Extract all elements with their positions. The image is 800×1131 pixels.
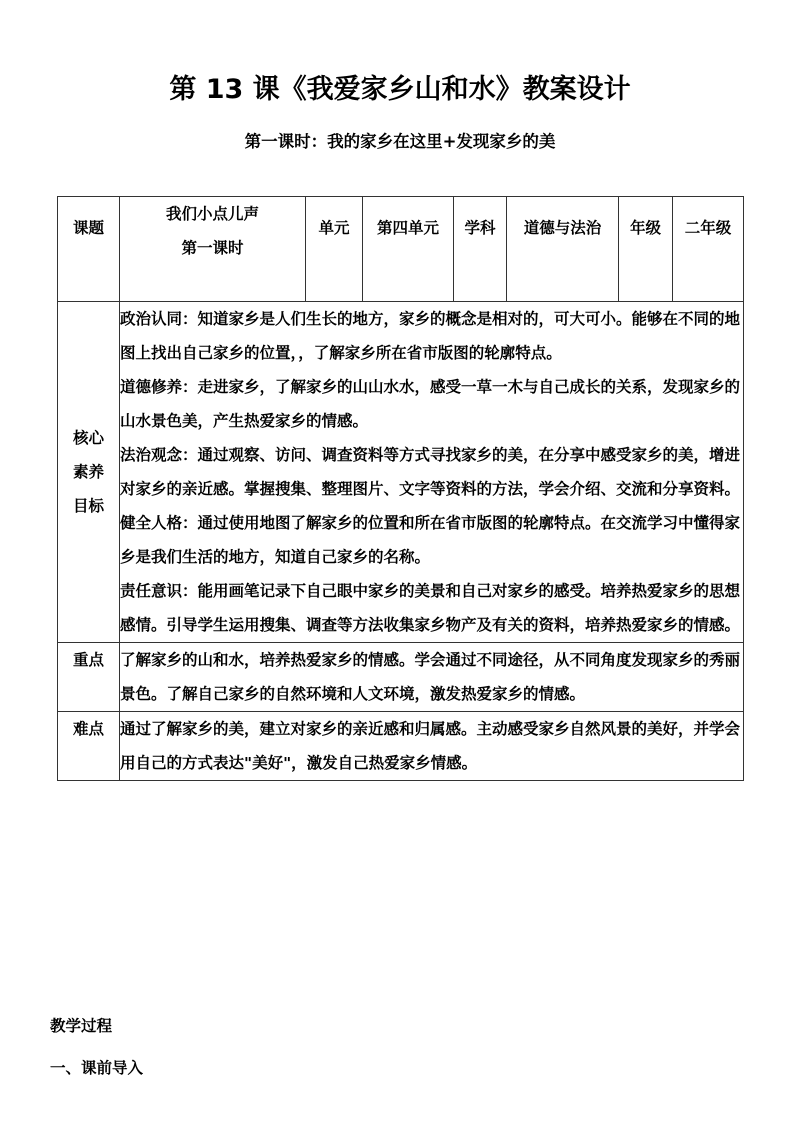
unit-label: 单元 [306, 197, 363, 302]
topic-line-1: 我们小点儿声 [165, 205, 259, 223]
core-goals-content [120, 302, 744, 643]
key-points-row [58, 643, 744, 712]
key-points-content: 了解家乡的山和水，培养热爱家乡的情感。学会通过不同途径，从不同角度发现家乡的秀丽景色。了解自己家乡的自然环境和人文环境，激发热爱家乡的情感。 [120, 643, 744, 712]
lesson-plan-table [57, 196, 744, 781]
difficult-points-row [58, 712, 744, 781]
subject-value: 道德与法治 [507, 197, 619, 302]
core-label-line: 核心 [72, 429, 104, 447]
difficult-points-label: 难点 [58, 712, 120, 781]
topic-value [120, 197, 306, 302]
goal-responsibility: 责任意识：能用画笔记录下自己眼中家乡的美景和自己对家乡的感受。培养热爱家乡的思想感情。引导学生运用搜集、调查等方法收集家乡物产及有关的资料，培养热爱家乡的情感。 [120, 582, 741, 634]
goal-rule-of-law: 法治观念：通过观察、访问、调查资料等方式寻找家乡的美，在分享中感受家乡的美，增进对家乡的亲近感。掌握搜集、整理图片、文字等资料的方法，学会介绍、交流和分享资料。 [120, 446, 741, 498]
core-goals-row [58, 302, 744, 643]
difficult-points-content: 通过了解家乡的美，建立对家乡的亲近感和归属感。主动感受家乡自然风景的美好，并学会用自己的方式表达"美好"，激发自己热爱家乡情感。 [120, 712, 744, 781]
unit-value: 第四单元 [363, 197, 454, 302]
goal-political-identity: 政治认同：知道家乡是人们生长的地方，家乡的概念是相对的，可大可小。能够在不同的地图上找出自己家乡的位置，，了解家乡所在省市版图的轮廓特点。 [120, 310, 741, 362]
subject-label: 学科 [454, 197, 507, 302]
grade-value: 二年级 [673, 197, 744, 302]
header-row [58, 197, 744, 302]
topic-line-2: 第一课时 [181, 239, 244, 257]
section-heading-process: 教学过程 [50, 1017, 113, 1035]
core-label-line: 目标 [72, 497, 104, 515]
section-heading-intro: 一、课前导入 [50, 1059, 144, 1077]
grade-label: 年级 [619, 197, 673, 302]
document-subtitle: 第一课时：我的家乡在这里+发现家乡的美 [244, 132, 556, 151]
key-points-label: 重点 [58, 643, 120, 712]
core-goals-label [58, 302, 120, 643]
document-title: 第 13 课《我爱家乡山和水》教案设计 [169, 74, 631, 105]
topic-label: 课题 [58, 197, 120, 302]
goal-moral-cultivation: 道德修养：走进家乡，了解家乡的山山水水，感受一草一木与自己成长的关系，发现家乡的山水景色美，产生热爱家乡的情感。 [120, 378, 741, 430]
goal-sound-personality: 健全人格：通过使用地图了解家乡的位置和所在省市版图的轮廓特点。在交流学习中懂得家乡是我们生活的地方，知道自己家乡的名称。 [120, 514, 741, 566]
core-label-line: 素养 [72, 463, 104, 481]
